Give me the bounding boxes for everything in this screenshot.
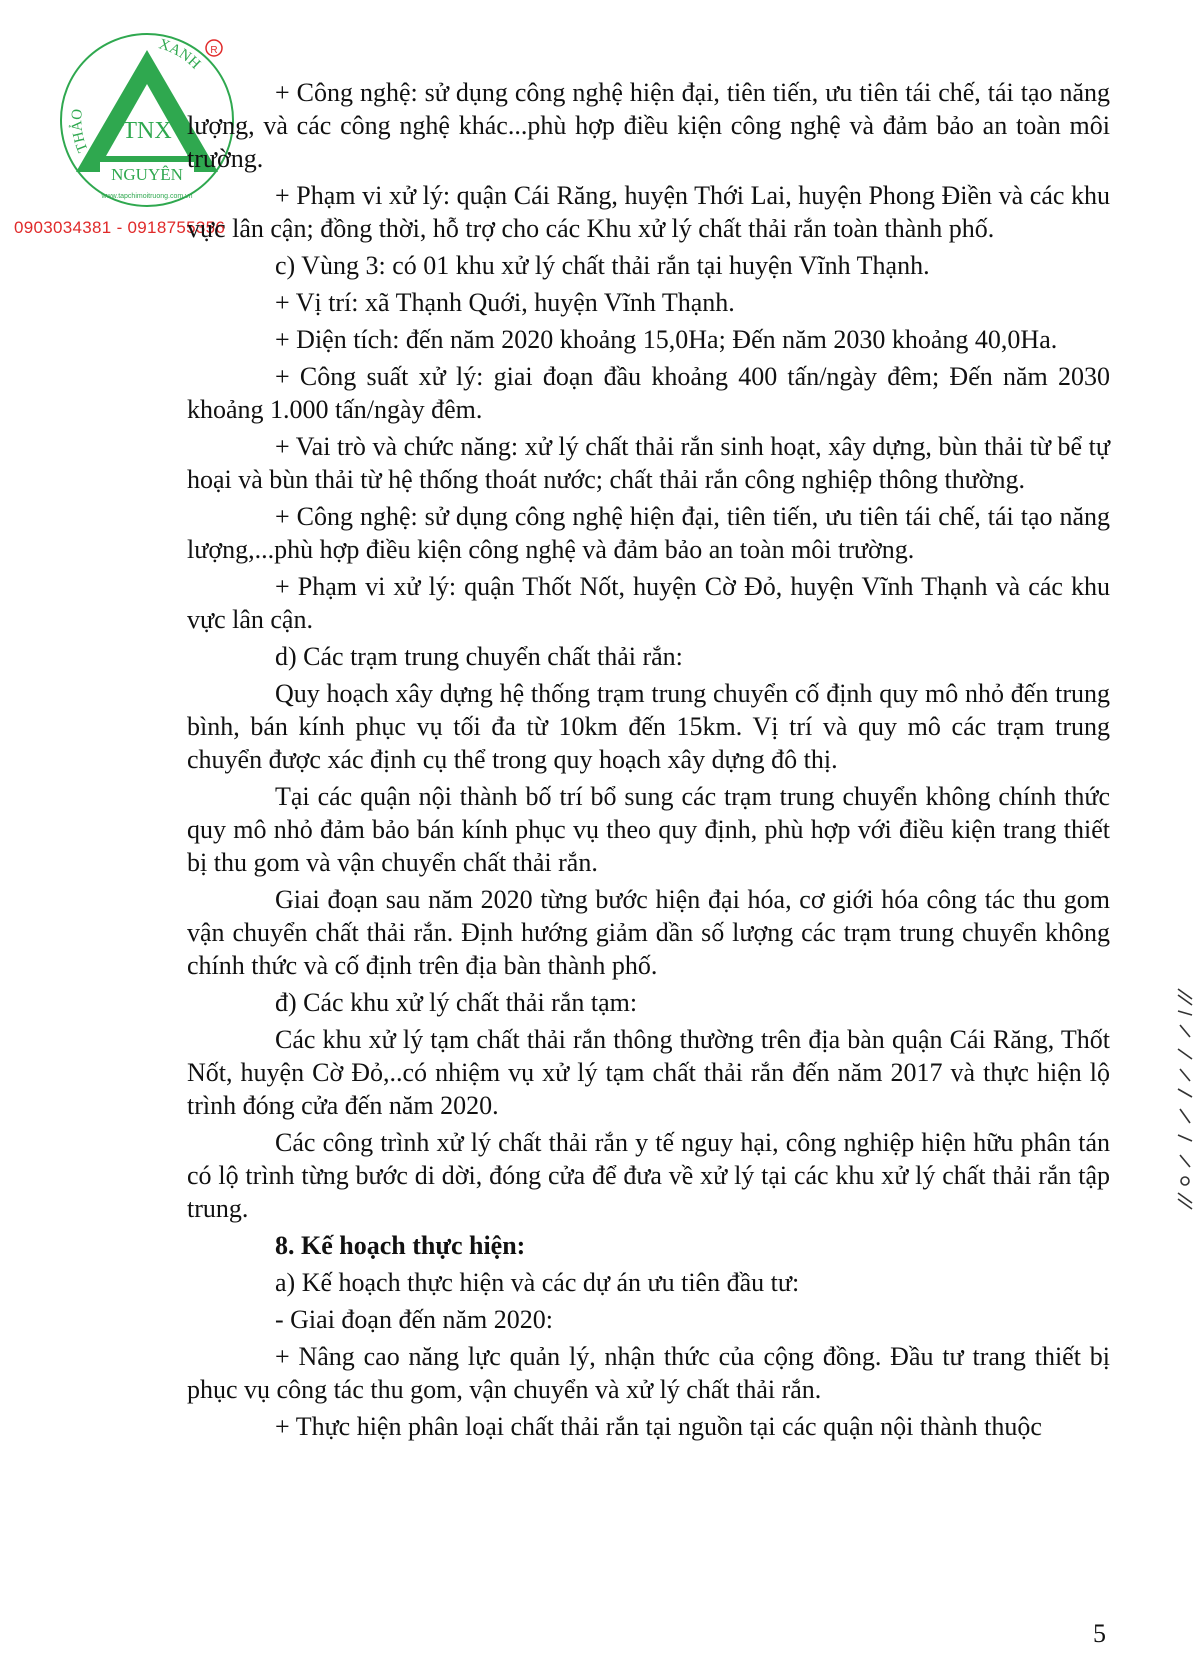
paragraph: Giai đoạn sau năm 2020 từng bước hiện đại hóa, cơ giới hóa công tác thu gom vận chuyển chất thải rắn. Định hướng giảm dần số lượng các trạm trung chuyển không chính thức và cố định trên địa bàn thành phố. <box>187 885 1110 980</box>
section-heading: 8. Kế hoạch thực hiện: <box>275 1231 526 1260</box>
side-stamp-marks <box>1172 985 1198 1215</box>
paragraph: đ) Các khu xử lý chất thải rắn tạm: <box>275 988 638 1017</box>
registered-mark: R <box>210 45 218 56</box>
paragraph: Quy hoạch xây dựng hệ thống trạm trung chuyển cố định quy mô nhỏ đến trung bình, bán kính phục vụ tối đa từ 10km đến 15km. Vị trí và quy mô các trạm trung chuyển được xác định cụ thể trong quy hoạch xây dựng đô thị. <box>187 679 1110 774</box>
paragraph: + Phạm vi xử lý: quận Cái Răng, huyện Thới Lai, huyện Phong Điền và các khu vực lân cận; đồng thời, hỗ trợ cho các Khu xử lý chất thải rắn toàn thành phố. <box>187 181 1110 243</box>
paragraph: + Vai trò và chức năng: xử lý chất thải rắn sinh hoạt, xây dựng, bùn thải từ bể tự hoại và bùn thải từ hệ thống thoát nước; chất thải rắn công nghiệp thông thường. <box>187 432 1110 494</box>
document-body <box>187 76 1110 1447</box>
paragraph: a) Kế hoạch thực hiện và các dự án ưu tiên đầu tư: <box>275 1268 800 1297</box>
paragraph: + Nâng cao năng lực quản lý, nhận thức của cộng đồng. Đầu tư trang thiết bị phục vụ công tác thu gom, vận chuyển và xử lý chất thải rắn. <box>187 1342 1110 1404</box>
paragraph: + Công nghệ: sử dụng công nghệ hiện đại, tiên tiến, ưu tiên tái chế, tái tạo năng lượng, và các công nghệ khác...phù hợp điều kiện công nghệ và đảm bảo an toàn môi trường. <box>187 78 1110 173</box>
paragraph: + Công suất xử lý: giai đoạn đầu khoảng 400 tấn/ngày đêm; Đến năm 2030 khoảng 1.000 tấn/ngày đêm. <box>187 362 1110 424</box>
logo-bottom-text: NGUYÊN <box>111 165 183 184</box>
paragraph: + Diện tích: đến năm 2020 khoảng 15,0Ha; Đến năm 2030 khoảng 40,0Ha. <box>275 325 1058 354</box>
paragraph: Tại các quận nội thành bố trí bổ sung các trạm trung chuyển không chính thức quy mô nhỏ đảm bảo bán kính phục vụ theo quy định, phù hợp với điều kiện trang thiết bị thu gom và vận chuyển chất thải rắn. <box>187 782 1110 877</box>
paragraph: + Thực hiện phân loại chất thải rắn tại nguồn tại các quận nội thành thuộc <box>275 1412 1042 1441</box>
paragraph: Các công trình xử lý chất thải rắn y tế nguy hại, công nghiệp hiện hữu phân tán có lộ trình từng bước di dời, đóng cửa để đưa về xử lý tại các khu xử lý chất thải rắn tập trung. <box>187 1128 1110 1223</box>
logo-website: www.tapchimoitruong.com.vn <box>101 193 193 200</box>
paragraph: Các khu xử lý tạm chất thải rắn thông thường trên địa bàn quận Cái Răng, Thốt Nốt, huyện Cờ Đỏ,..có nhiệm vụ xử lý tạm chất thải rắn đến năm 2017 và thực hiện lộ trình đóng cửa đến năm 2020. <box>187 1025 1110 1120</box>
paragraph: - Giai đoạn đến năm 2020: <box>275 1305 553 1334</box>
page-number: 5 <box>1093 1619 1106 1648</box>
paragraph: + Phạm vi xử lý: quận Thốt Nốt, huyện Cờ Đỏ, huyện Vĩnh Thạnh và các khu vực lân cận. <box>187 572 1110 634</box>
logo-arc-left: THẢO <box>69 108 92 155</box>
paragraph: + Công nghệ: sử dụng công nghệ hiện đại, tiên tiến, ưu tiên tái chế, tái tạo năng lượng,...phù hợp điều kiện công nghệ và đảm bảo an toàn môi trường. <box>187 502 1110 564</box>
logo-arc-right: XANH <box>156 36 204 73</box>
paragraph: d) Các trạm trung chuyển chất thải rắn: <box>275 642 683 671</box>
paragraph: c) Vùng 3: có 01 khu xử lý chất thải rắn tại huyện Vĩnh Thạnh. <box>275 251 930 280</box>
logo-center-text: TNX <box>122 118 172 144</box>
paragraph: + Vị trí: xã Thạnh Quới, huyện Vĩnh Thạnh. <box>275 288 735 317</box>
phone-watermark: 0903034381 - 0918755356 <box>14 218 226 237</box>
